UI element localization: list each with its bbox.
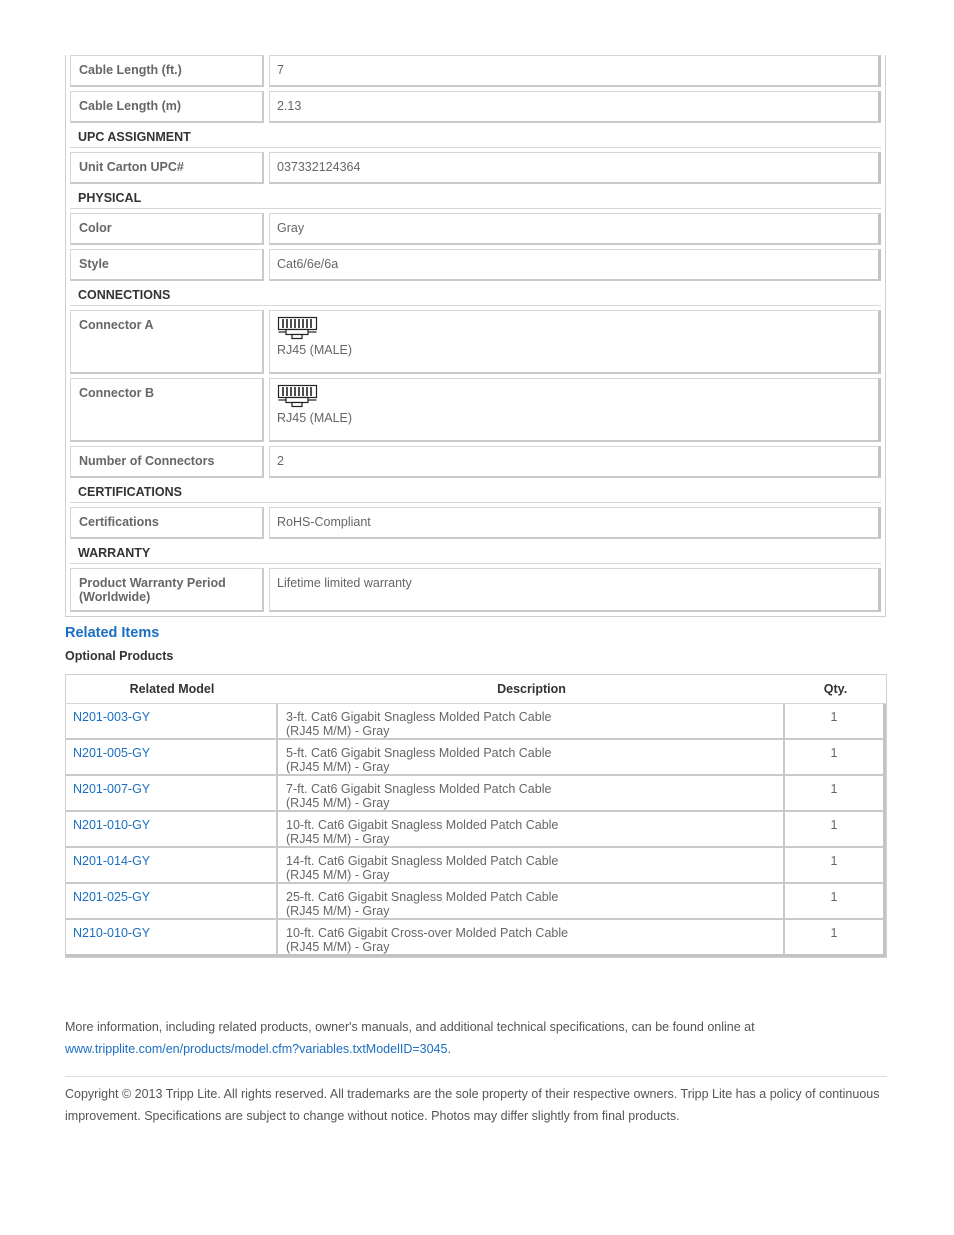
spec-value: Gray — [269, 213, 881, 245]
description-line: 7-ft. Cat6 Gigabit Snagless Molded Patch Cable — [286, 782, 552, 796]
description-cell — [278, 920, 785, 957]
description-line: 10-ft. Cat6 Gigabit Snagless Molded Patch Cable — [286, 818, 559, 832]
spec-label: Number of Connectors — [70, 446, 264, 478]
related-model-link[interactable]: N201-007-GY — [73, 782, 151, 796]
description-cell — [278, 812, 785, 848]
product-page-link[interactable]: www.tripplite.com/en/products/model.cfm?variables.txtModelID=3045 — [65, 1042, 448, 1056]
spec-label: Connector A — [70, 310, 264, 374]
rj45-connector-icon — [277, 384, 319, 414]
spec-value: Cat6/6e/6a — [269, 249, 881, 281]
model-cell — [66, 704, 278, 740]
spec-label: Cable Length (ft.) — [70, 55, 264, 87]
table-row — [66, 704, 886, 740]
model-cell — [66, 848, 278, 884]
spec-row-certifications — [70, 507, 881, 539]
table-row — [66, 812, 886, 848]
table-row — [66, 884, 886, 920]
more-info-text: More information, including related products, owner's manuals, and additional technical specifications, can be found online at — [65, 1020, 755, 1034]
spec-label: Color — [70, 213, 264, 245]
footer-divider — [65, 1076, 887, 1077]
more-info-paragraph — [65, 1016, 887, 1060]
spec-value — [269, 378, 881, 442]
spec-value — [269, 310, 881, 374]
model-cell — [66, 920, 278, 957]
spec-label: Connector B — [70, 378, 264, 442]
connector-a-value: RJ45 (MALE) — [277, 343, 353, 357]
table-row — [66, 920, 886, 957]
spec-label: Cable Length (m) — [70, 91, 264, 123]
model-cell — [66, 884, 278, 920]
spec-label: Certifications — [70, 507, 264, 539]
more-info-period: . — [447, 1042, 451, 1056]
qty-cell: 1 — [785, 740, 886, 776]
spec-label: Style — [70, 249, 264, 281]
description-cell — [278, 740, 785, 776]
description-line: 5-ft. Cat6 Gigabit Snagless Molded Patch Cable — [286, 746, 552, 760]
spec-row-cable-length-m — [70, 91, 881, 123]
spec-value: Lifetime limited warranty — [269, 568, 881, 612]
spec-row-color — [70, 213, 881, 245]
related-model-link[interactable]: N201-005-GY — [73, 746, 151, 760]
column-header-related-model: Related Model — [66, 675, 278, 704]
related-model-link[interactable]: N201-025-GY — [73, 890, 151, 904]
spec-row-number-of-connectors — [70, 446, 881, 478]
qty-cell: 1 — [785, 848, 886, 884]
qty-cell: 1 — [785, 776, 886, 812]
spec-row-connector-a — [70, 310, 881, 374]
description-line: 14-ft. Cat6 Gigabit Snagless Molded Patch Cable — [286, 854, 559, 868]
model-cell — [66, 740, 278, 776]
description-cell — [278, 776, 785, 812]
description-line: 3-ft. Cat6 Gigabit Snagless Molded Patch Cable — [286, 710, 552, 724]
related-model-link[interactable]: N201-014-GY — [73, 854, 151, 868]
spec-label: Product Warranty Period (Worldwide) — [70, 568, 264, 612]
description-line: (RJ45 M/M) - Gray — [286, 940, 390, 954]
description-line: (RJ45 M/M) - Gray — [286, 832, 390, 846]
section-heading-upc: UPC ASSIGNMENT — [70, 127, 881, 148]
related-model-link[interactable]: N201-003-GY — [73, 710, 151, 724]
spec-row-connector-b — [70, 378, 881, 442]
table-header-row — [66, 675, 886, 704]
spec-value: 7 — [269, 55, 881, 87]
spec-row-unit-carton-upc — [70, 152, 881, 184]
description-line: (RJ45 M/M) - Gray — [286, 868, 390, 882]
qty-cell: 1 — [785, 920, 886, 957]
copyright-notice: Copyright © 2013 Tripp Lite. All rights reserved. All trademarks are the sole property of their respective owners. Tripp Lite has a policy of continuous improvement. Specifications are subject to change without notice. Photos may differ slightly from final products. — [65, 1087, 880, 1123]
section-heading-warranty: WARRANTY — [70, 543, 881, 564]
spec-row-warranty-period — [70, 568, 881, 612]
description-cell — [278, 884, 785, 920]
description-cell — [278, 848, 785, 884]
description-line: (RJ45 M/M) - Gray — [286, 904, 390, 918]
description-line: (RJ45 M/M) - Gray — [286, 760, 390, 774]
description-line: (RJ45 M/M) - Gray — [286, 796, 390, 810]
description-line: 10-ft. Cat6 Gigabit Cross-over Molded Patch Cable — [286, 926, 569, 940]
description-line: 25-ft. Cat6 Gigabit Snagless Molded Patch Cable — [286, 890, 559, 904]
related-model-link[interactable]: N201-010-GY — [73, 818, 151, 832]
related-products-table — [65, 674, 887, 958]
table-row — [66, 740, 886, 776]
spec-row-style — [70, 249, 881, 281]
section-heading-certifications: CERTIFICATIONS — [70, 482, 881, 503]
related-model-link[interactable]: N210-010-GY — [73, 926, 151, 940]
section-heading-physical: PHYSICAL — [70, 188, 881, 209]
description-cell — [278, 704, 785, 740]
spec-label: Unit Carton UPC# — [70, 152, 264, 184]
qty-cell: 1 — [785, 704, 886, 740]
qty-cell: 1 — [785, 812, 886, 848]
column-header-description: Description — [278, 675, 785, 704]
optional-products-heading: Optional Products — [65, 649, 174, 663]
table-row — [66, 848, 886, 884]
rj45-connector-icon — [277, 316, 319, 346]
model-cell — [66, 776, 278, 812]
description-line: (RJ45 M/M) - Gray — [286, 724, 390, 738]
qty-cell: 1 — [785, 884, 886, 920]
column-header-qty: Qty. — [785, 675, 886, 704]
spec-table — [65, 55, 886, 617]
spec-row-cable-length-ft — [70, 55, 881, 87]
section-heading-connections: CONNECTIONS — [70, 285, 881, 306]
connector-b-value: RJ45 (MALE) — [277, 411, 353, 425]
spec-value: RoHS-Compliant — [269, 507, 881, 539]
spec-value: 2 — [269, 446, 881, 478]
table-row — [66, 776, 886, 812]
related-items-heading: Related Items — [65, 625, 160, 641]
model-cell — [66, 812, 278, 848]
spec-value: 2.13 — [269, 91, 881, 123]
spec-value: 037332124364 — [269, 152, 881, 184]
